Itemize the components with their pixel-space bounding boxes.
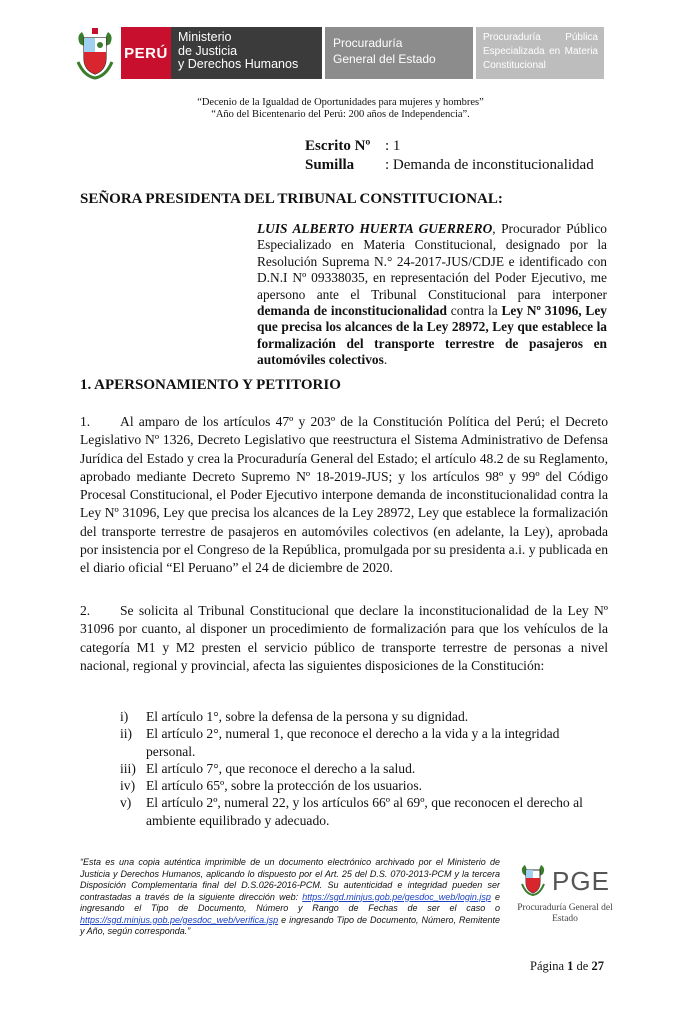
page-current: 1 xyxy=(567,959,574,973)
paragraph-1 xyxy=(80,413,608,578)
pge-subtitle xyxy=(510,903,620,925)
list-marker: iii) xyxy=(120,760,136,776)
section-title: 1. APERSONAMIENTO Y PETITORIO xyxy=(80,377,341,393)
pge-subtitle-line: Estado xyxy=(552,914,578,924)
ministry-line: Ministerio xyxy=(178,30,232,44)
paragraph-number: 1. xyxy=(80,414,91,429)
list-text: El artículo 2º, numeral 22, y los artículos 66º al 69º, que reconocen el derecho al ambiente equilibrado y adecuado. xyxy=(146,795,583,828)
intro-bold-ley: Ley Nº 31096, Ley que precisa los alcances de la Ley 28972, Ley que establece la formalización del transporte terrestre de pasajeros en automóviles colectivos xyxy=(257,303,607,368)
procuraduria-brand xyxy=(325,27,473,79)
verifica-link[interactable]: https://sgd.minjus.gob.pe/gesdoc_web/verifica.jsp xyxy=(80,914,279,925)
page-total: 27 xyxy=(591,959,604,973)
procuraduria-line: General del Estado xyxy=(333,52,436,66)
list-text: El artículo 2°, numeral 1, que reconoce el derecho a la vida y a la integridad personal. xyxy=(146,726,560,759)
note-text: “Esta es una copia auténtica imprimible de un documento electrónico archivado por el Ministerio de Justicia y Derechos Humanos, aplicando lo dispuesto por el Art. 25 del D.S. 070-2013-PCM y la tercera Disposición Complementaria final del D.S.026-2016-PCM. Su autenticidad e integridad pueden ser contrastadas a través de la siguiente dirección web: xyxy=(80,857,500,902)
intro-bold-demanda: demanda de inconstitucionalidad xyxy=(257,303,447,319)
procurador-name: LUIS ALBERTO HUERTA GUERRERO xyxy=(257,221,493,236)
addressee-heading: SEÑORA PRESIDENTA DEL TRIBUNAL CONSTITUCIONAL: xyxy=(80,191,503,207)
intro-text: . xyxy=(383,352,388,368)
ministry-brand xyxy=(171,27,322,79)
escrito-value: : 1 xyxy=(385,138,401,154)
list-text: El artículo 7°, que reconoce el derecho a la salud. xyxy=(146,760,416,776)
pge-shield-icon xyxy=(518,862,548,901)
list-text: El artículo 1°, sobre la defensa de la persona y su dignidad. xyxy=(146,709,469,724)
page-of: de xyxy=(576,959,589,973)
year-motto xyxy=(0,97,681,121)
escrito-label: Escrito Nº xyxy=(305,138,371,154)
paragraph-text: Al amparo de los artículos 47º y 203º de la Constitución Política del Perú; el Decreto Legislativo Nº 1326, Decreto Legislativo que reestructura el Sistema Administrativo de Defensa Jurídica del Estado y crea la Procuraduría General del Estado; el artículo 48.2 de su Reglamento, aprobado mediante Decreto Supremo Nº 18-2019-JUS; y los artículos 98º y 99º del Código Procesal Constitucional, el Poder Ejecutivo interpone demanda de inconstitucionalidad contra la Ley Nº 31096, Ley que precisa los alcances de la Ley 28972, Ley que establece la formalización del transporte terrestre de pasajeros en automóviles colectivos (en adelante, la Ley), aprobada por insistencia por el Congreso de la República, promulgada por su presidenta a.i. y publicada en el diario oficial “El Peruano” el 24 de diciembre de 2020. xyxy=(80,414,608,576)
note-text: e ingresando Tipo de Documento, Número, Remitente y Año, según corresponda.” xyxy=(80,914,500,936)
sumilla-label: Sumilla xyxy=(305,157,355,173)
procuraduria-line: Procuraduría xyxy=(333,36,403,50)
motto-line-2: “Año del Bicentenario del Perú: 200 años de Independencia”. xyxy=(211,109,470,120)
pge-subtitle-line: Procuraduría General del xyxy=(517,903,613,913)
list-marker: iv) xyxy=(120,778,136,794)
intro-text: , Procurador Público Especializado en Materia Constitucional, designado por la Resolución Suprema N.° 24-2017-JUS/CDJE e identificado con D.N.I Nº 09338035, en representación del Poder Ejecutivo, me apersono ante el Tribunal Constitucional para interponer xyxy=(257,221,607,302)
paragraph-number: 2. xyxy=(80,603,91,618)
peru-brand: PERÚ xyxy=(121,27,171,79)
list-item xyxy=(120,708,610,725)
motto-line-1: “Decenio de la Igualdad de Oportunidades para mujeres y hombres” xyxy=(197,97,484,108)
ministry-line: y Derechos Humanos xyxy=(178,57,299,71)
login-link[interactable]: https://sgd.minjus.gob.pe/gesdoc_web/login.jsp xyxy=(302,891,491,902)
list-marker: i) xyxy=(120,709,129,724)
list-item xyxy=(120,725,610,760)
pge-acronym: PGE xyxy=(552,866,610,896)
list-text: El artículo 65º, sobre la protección de los usuarios. xyxy=(146,778,423,794)
list-marker: ii) xyxy=(120,726,133,742)
page-label: Página xyxy=(530,959,565,973)
note-text: e ingresando el Tipo de Documento, Número y Rango de Fechas de ser el caso o xyxy=(80,891,500,913)
articles-list xyxy=(120,708,610,829)
page-number xyxy=(530,959,604,974)
document-meta xyxy=(305,137,594,175)
list-item xyxy=(120,760,610,777)
ministry-line: de Justicia xyxy=(178,43,238,58)
paragraph-2 xyxy=(80,602,608,675)
sumilla-value: : Demanda de inconstitucionalidad xyxy=(385,157,594,173)
paragraph-text: Se solicita al Tribunal Constitucional que declare la inconstitucionalidad de la Ley Nº 31096 por cuanto, al disponer un procedimiento de formalización para que los vehículos de la categoría M1 y M2 presten el servicio público de transporte terrestre de personas a nivel nacional, regional y provincial, afecta las siguientes disposiciones de la Constitución: xyxy=(80,603,608,673)
intro-text: contra la xyxy=(446,303,502,319)
authenticity-note xyxy=(80,857,500,938)
list-marker: v) xyxy=(120,795,132,811)
pge-logo xyxy=(510,862,620,925)
list-item xyxy=(120,794,610,829)
coat-of-arms-logo xyxy=(72,26,118,80)
especializada-brand: Procuraduría Pública Especializada en Materia Constitucional xyxy=(476,27,604,79)
list-item xyxy=(120,777,610,794)
intro-paragraph xyxy=(257,221,607,369)
